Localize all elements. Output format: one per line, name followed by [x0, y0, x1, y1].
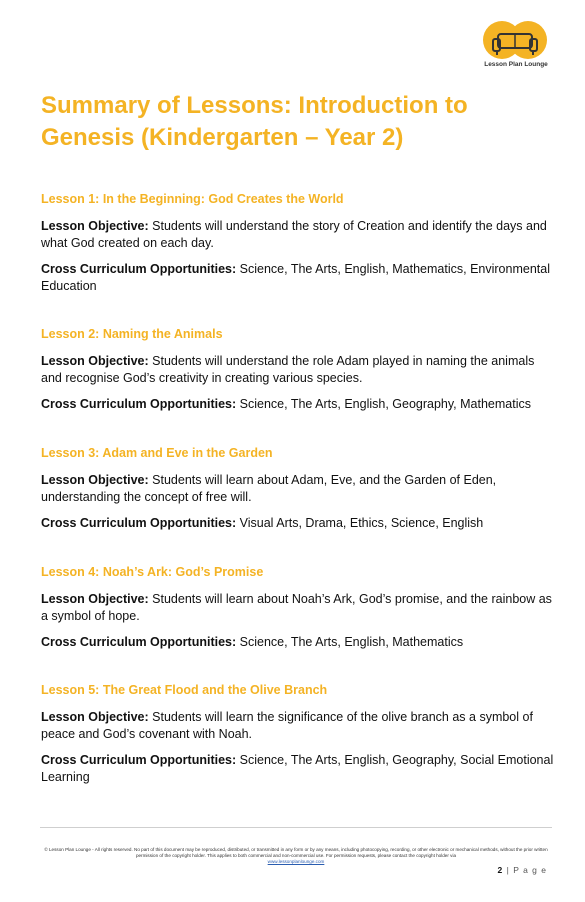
lesson-heading: Lesson 5: The Great Flood and the Olive Branch [41, 683, 328, 697]
lesson-3 [41, 445, 556, 532]
objective-text: Students will understand the role Adam played in naming the animals and recognise God’s creativity in creating various species. [41, 354, 535, 385]
objective-text: Students will understand the story of Creation and identify the days and what God created on each day. [41, 219, 547, 250]
logo-text: Lesson Plan Lounge [484, 61, 548, 68]
page-label: | P a g e [506, 865, 547, 875]
objective-label: Lesson Objective: [41, 219, 149, 233]
footer-divider [40, 827, 552, 828]
cross-curriculum [41, 396, 556, 413]
cross-curriculum [41, 752, 556, 785]
lesson-objective [41, 472, 556, 505]
lesson-objective [41, 353, 556, 386]
lesson-heading: Lesson 4: Noah’s Ark: God’s Promise [41, 565, 264, 579]
cross-label: Cross Curriculum Opportunities: [41, 262, 237, 276]
cross-text: Science, The Arts, English, Geography, Mathematics [239, 397, 531, 411]
cross-curriculum [41, 261, 556, 294]
page-number-value: 2 [497, 865, 504, 875]
lesson-heading: Lesson 3: Adam and Eve in the Garden [41, 446, 273, 460]
cross-label: Cross Curriculum Opportunities: [41, 397, 237, 411]
lesson-4 [41, 564, 556, 651]
lesson-heading: Lesson 1: In the Beginning: God Creates the World [41, 192, 344, 206]
lesson-objective [41, 218, 556, 251]
sofa-logo-icon [482, 18, 550, 64]
cross-text: Science, The Arts, English, Mathematics, Environmental Education [41, 262, 550, 293]
cross-text: Science, The Arts, English, Geography, Social Emotional Learning [41, 753, 554, 784]
page-title: Summary of Lessons: Introduction to Genesis (Kindergarten – Year 2) [41, 92, 468, 151]
objective-label: Lesson Objective: [41, 473, 149, 487]
objective-label: Lesson Objective: [41, 354, 149, 368]
objective-text: Students will learn about Noah’s Ark, God’s promise, and the rainbow as a symbol of hope. [41, 592, 552, 623]
lesson-objective [41, 709, 556, 742]
website-link[interactable]: www.lessonplanlounge.com [267, 859, 325, 864]
objective-text: Students will learn about Adam, Eve, and the Garden of Eden, understanding the concept of free will. [41, 473, 497, 504]
cross-text: Science, The Arts, English, Mathematics [239, 635, 464, 649]
lesson-objective [41, 591, 556, 624]
lesson-1 [41, 191, 556, 294]
lesson-5 [41, 682, 556, 785]
cross-label: Cross Curriculum Opportunities: [41, 635, 237, 649]
cross-curriculum [41, 634, 556, 651]
cross-label: Cross Curriculum Opportunities: [41, 516, 237, 530]
page-number [498, 865, 547, 875]
copyright-text: © Lesson Plan Lounge - All rights reserved. No part of this document may be reproduced, distributed, or transmitted in any form or by any means, including photocopying, recording, or other electronic or mechanical methods, without the prior written permission of the copyright holder. This applies to both commercial and non-commercial use. For permission requests, please contact the copyright holder via [44, 847, 548, 858]
footer-copyright [40, 847, 552, 865]
cross-text: Visual Arts, Drama, Ethics, Science, English [239, 516, 484, 530]
lesson-heading: Lesson 2: Naming the Animals [41, 327, 223, 341]
lesson-2 [41, 326, 556, 413]
cross-curriculum [41, 515, 556, 532]
objective-label: Lesson Objective: [41, 710, 149, 724]
objective-label: Lesson Objective: [41, 592, 149, 606]
objective-text: Students will learn the significance of the olive branch as a symbol of peace and God’s covenant with Noah. [41, 710, 533, 741]
cross-label: Cross Curriculum Opportunities: [41, 753, 237, 767]
